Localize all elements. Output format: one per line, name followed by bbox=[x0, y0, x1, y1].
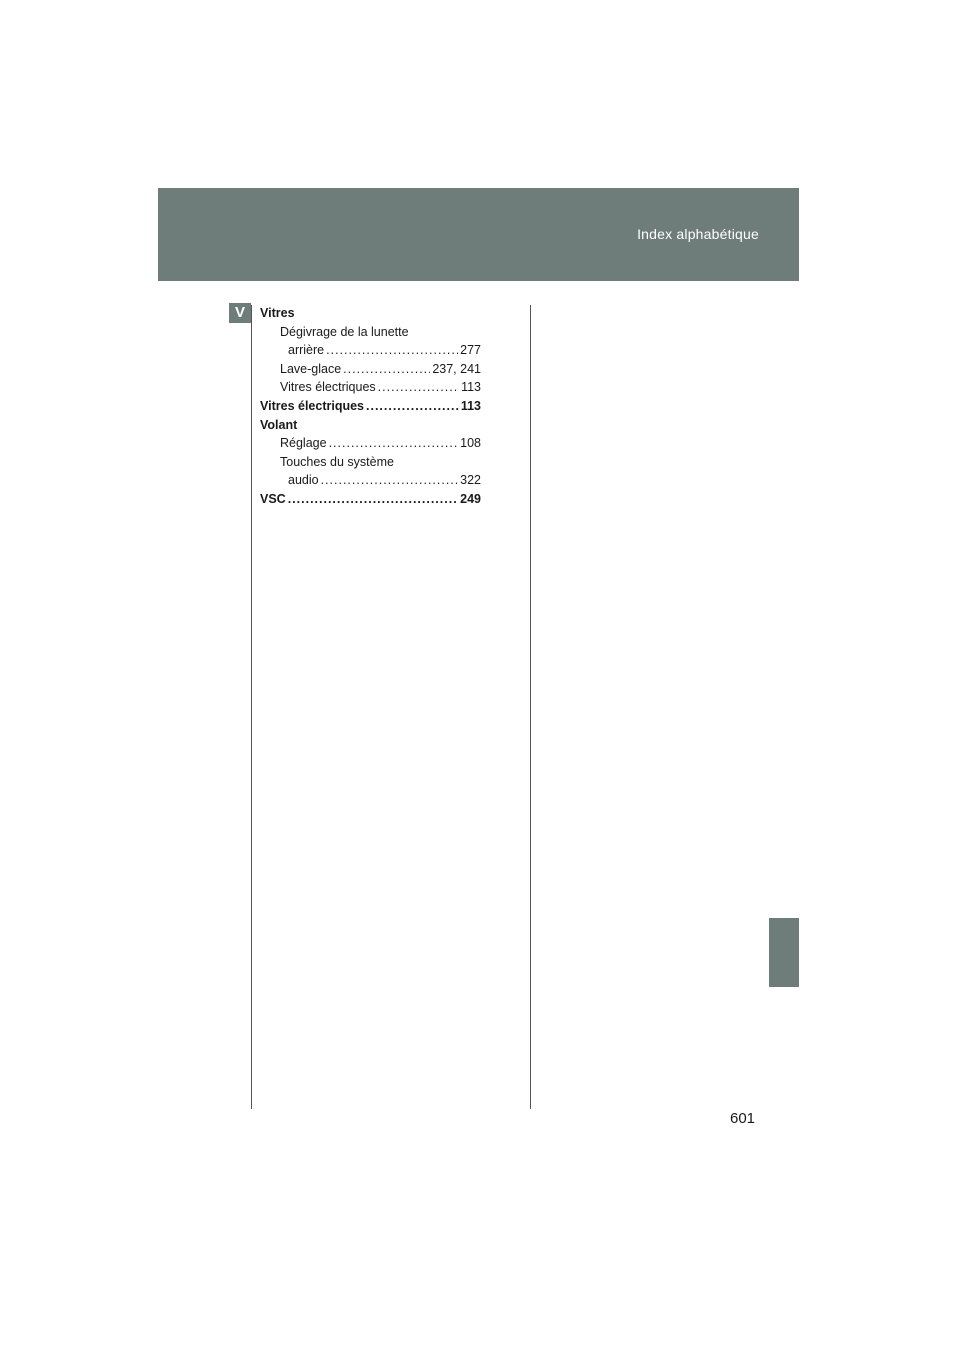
entry-term: Dégivrage de la lunette bbox=[280, 324, 409, 339]
entry-pages[interactable]: 113 bbox=[460, 398, 481, 413]
dot-leader bbox=[378, 378, 459, 397]
entry-pages[interactable]: 277 bbox=[460, 343, 481, 358]
index-subentry[interactable] bbox=[260, 434, 481, 453]
entry-term: Touches du système bbox=[280, 454, 394, 469]
index-entry bbox=[260, 416, 481, 435]
column-rule-middle bbox=[530, 305, 531, 1109]
index-subentry[interactable] bbox=[260, 378, 481, 397]
entry-pages[interactable]: 108 bbox=[460, 436, 481, 451]
dot-leader bbox=[326, 341, 458, 360]
dot-leader bbox=[366, 397, 459, 416]
dot-leader bbox=[343, 360, 430, 379]
entry-term: VSC bbox=[260, 491, 286, 506]
index-subentry bbox=[260, 323, 481, 342]
entry-term: Vitres électriques bbox=[280, 380, 376, 395]
entry-pages[interactable]: 237, 241 bbox=[432, 361, 481, 376]
dot-leader bbox=[321, 471, 459, 490]
entry-term: Réglage bbox=[280, 436, 327, 451]
entry-term: Vitres électriques bbox=[260, 398, 364, 413]
entry-term: arrière bbox=[288, 343, 325, 358]
dot-leader bbox=[288, 490, 458, 509]
column-rule-left bbox=[251, 305, 252, 1109]
chapter-side-tab bbox=[769, 918, 799, 987]
index-subentry[interactable] bbox=[260, 360, 481, 379]
index-subentry bbox=[260, 453, 481, 472]
page-section-title: Index alphabétique bbox=[637, 226, 759, 242]
index-subentry[interactable] bbox=[260, 341, 481, 360]
entry-term: Volant bbox=[260, 417, 298, 432]
entry-pages[interactable]: 113 bbox=[461, 380, 481, 395]
index-column bbox=[260, 304, 481, 509]
header-band bbox=[158, 188, 799, 281]
entry-term: Lave-glace bbox=[280, 361, 342, 376]
entry-term: audio bbox=[288, 473, 319, 488]
page-number: 601 bbox=[730, 1110, 756, 1127]
index-entry bbox=[260, 304, 481, 323]
section-letter-badge: V bbox=[229, 303, 251, 323]
index-subentry[interactable] bbox=[260, 471, 481, 490]
entry-pages[interactable]: 322 bbox=[460, 473, 481, 488]
index-entry[interactable] bbox=[260, 490, 481, 509]
index-entry[interactable] bbox=[260, 397, 481, 416]
entry-pages[interactable]: 249 bbox=[460, 491, 481, 506]
entry-term: Vitres bbox=[260, 306, 295, 320]
dot-leader bbox=[329, 434, 459, 453]
